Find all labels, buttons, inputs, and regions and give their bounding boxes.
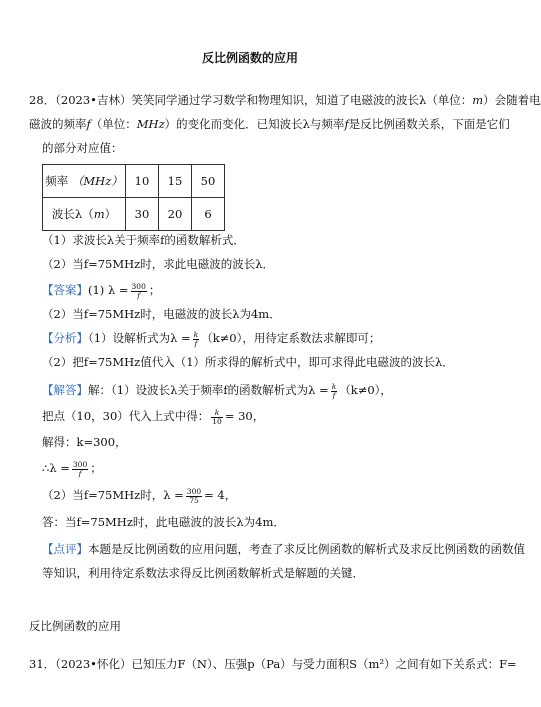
solution-line6: 答：当f=75MHz时，此电磁波的波长λ为4m． xyxy=(42,515,285,529)
fraction xyxy=(193,331,200,348)
fraction xyxy=(186,488,202,505)
fraction xyxy=(211,409,223,426)
solution-text: 解：（1）设波长λ关于频率f的函数解析式为λ = xyxy=(88,383,329,397)
solution-line1 xyxy=(42,382,392,400)
q31-stem-text: 已知压力F（N）、压强p（Pa）与受力面积S（m²）之间有如下关系式：F= xyxy=(131,657,517,671)
answer-line2: （2）当f=75MHz时，电磁波的波长λ为4m． xyxy=(42,307,281,321)
q28-stem-text: （单位： xyxy=(90,117,137,131)
answer-tag: 【答案】 xyxy=(42,283,88,297)
header-text: 波长λ（ xyxy=(51,207,94,221)
answer-line1 xyxy=(42,282,160,300)
var-k: k xyxy=(193,329,199,339)
q28-source: （2023•吉林） xyxy=(55,93,132,107)
header-text: ） xyxy=(104,207,117,221)
fraction xyxy=(331,383,338,400)
solution-text: ； xyxy=(90,461,102,475)
numerator: 300 xyxy=(131,281,146,291)
section-title: 反比例函数的应用 xyxy=(29,619,121,633)
denominator xyxy=(131,292,147,300)
q28-part2: （2）当f=75MHz时，求此电磁波的波长λ． xyxy=(42,257,274,271)
q28-stem-text: 磁波的频率 xyxy=(29,117,87,131)
table-cell: 30 xyxy=(126,198,159,231)
answer-text: (1) λ = xyxy=(88,283,129,297)
q28-stem-text: 笑笑同学通过学习数学和物理知识，知道了电磁波的波长λ（单位： xyxy=(131,93,473,107)
q28-number: 28． xyxy=(29,93,56,107)
analysis-text: （k≠0），用待定系数法求解即可； xyxy=(201,331,381,345)
denominator xyxy=(331,392,338,400)
solution-text: 把点（10，30）代入上式中得： xyxy=(42,409,210,423)
solution-text: = 30， xyxy=(224,409,265,423)
header-unit: m xyxy=(93,207,105,221)
table-cell: 6 xyxy=(192,198,225,231)
analysis-tag: 【分析】 xyxy=(42,331,88,345)
comment-line2: 等知识，利用待定系数法求得反比例函数解析式是解题的关键． xyxy=(42,566,364,580)
denominator xyxy=(72,470,88,478)
q28-stem-text: ）会随着电 xyxy=(483,93,541,107)
var-f: f xyxy=(344,117,349,131)
solution-text: ∴λ = xyxy=(42,461,70,475)
unit-mhz: MHz xyxy=(136,117,165,131)
numerator: 300 xyxy=(186,486,202,496)
denominator xyxy=(193,340,200,348)
numerator: 300 xyxy=(72,459,88,469)
q31-stem-line1 xyxy=(29,656,517,672)
q28-part1: （1）求波长λ关于频率f的函数解析式． xyxy=(42,233,245,247)
table-row-frequency xyxy=(43,165,225,198)
comment-text: 本题是反比例函数的应用问题，考查了求反比例函数的解析式及求反比例函数的函数值 xyxy=(88,542,525,556)
comment-line1 xyxy=(42,541,525,557)
var-f: f xyxy=(332,390,336,400)
q28-stem-line2 xyxy=(29,116,510,132)
header-text: 频率 xyxy=(45,174,69,188)
solution-line3: 解得：k=300， xyxy=(42,435,127,449)
q31-source: （2023•怀化） xyxy=(55,657,132,671)
var-f: f xyxy=(194,338,198,348)
solution-text: （2）当f=75MHz时，λ = xyxy=(42,488,184,502)
header-unit: （MHz） xyxy=(71,174,123,188)
table-cell: 20 xyxy=(159,198,192,231)
table-cell: 10 xyxy=(126,165,159,198)
analysis-line2: （2）把f=75MHz值代入（1）所求得的解析式中，即可求得此电磁波的波长λ． xyxy=(42,355,454,369)
q28-stem-line1 xyxy=(29,92,541,108)
solution-tag: 【解答】 xyxy=(42,383,88,397)
q28-stem-text: 是反比例函数关系，下面是它们 xyxy=(348,117,510,131)
denominator: 75 xyxy=(189,495,199,505)
var-f: f xyxy=(86,117,91,131)
fraction xyxy=(72,461,88,478)
fraction xyxy=(131,283,147,300)
q28-stem-text: ）的变化而变化．已知波长λ与频率 xyxy=(164,117,345,131)
denominator: 10 xyxy=(212,416,222,426)
var-k: k xyxy=(331,381,337,391)
var-f: f xyxy=(137,290,141,300)
table-header-wavelength xyxy=(43,198,126,231)
q28-stem-line3: 的部分对应值： xyxy=(42,141,123,155)
table-cell: 15 xyxy=(159,165,192,198)
answer-text: ； xyxy=(148,283,161,297)
unit-m: m xyxy=(472,93,484,107)
solution-line2 xyxy=(42,408,264,426)
comment-tag: 【点评】 xyxy=(42,542,88,556)
var-f: f xyxy=(78,468,82,478)
page-title: 反比例函数的应用 xyxy=(201,51,298,65)
solution-text: = 4， xyxy=(204,488,237,502)
table-row-wavelength xyxy=(43,198,225,231)
analysis-text: （1）设解析式为λ = xyxy=(88,331,191,345)
table-header-frequency xyxy=(43,165,126,198)
analysis-line1 xyxy=(42,330,380,348)
var-k: k xyxy=(214,407,220,417)
data-table xyxy=(42,164,225,231)
solution-line5 xyxy=(42,487,236,505)
q31-number: 31． xyxy=(29,657,56,671)
solution-text: （k≠0）， xyxy=(339,383,392,397)
solution-line4 xyxy=(42,460,102,478)
table-cell: 50 xyxy=(192,165,225,198)
